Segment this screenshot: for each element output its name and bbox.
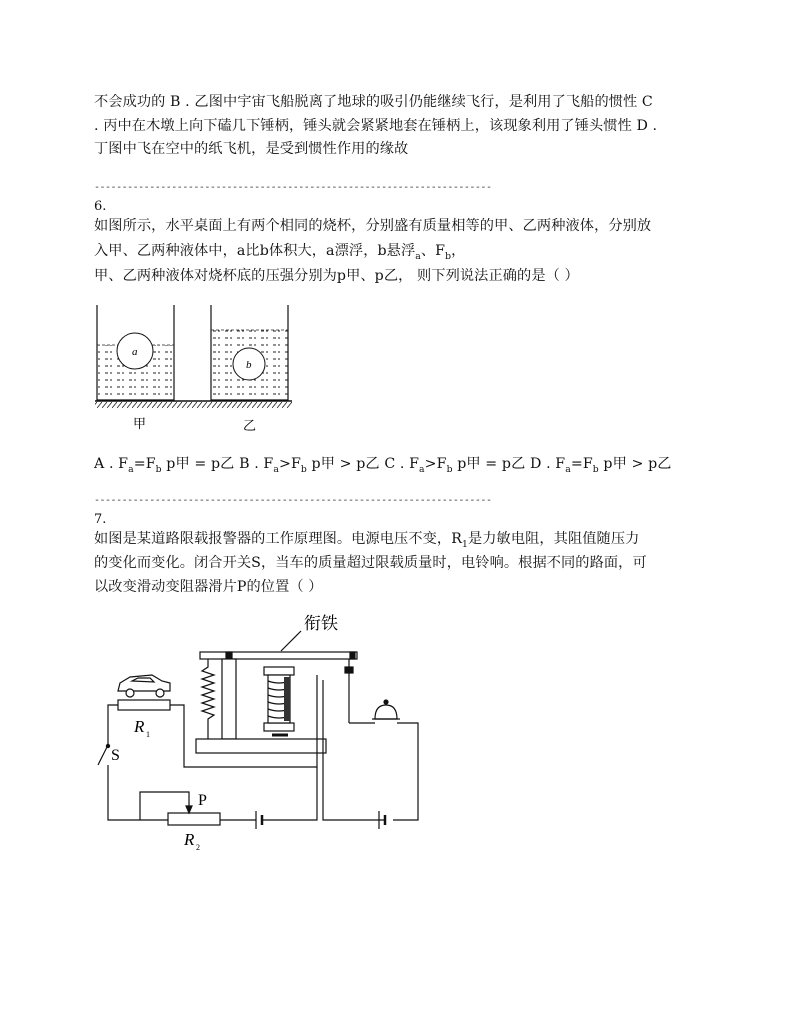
separator-line: ------------------------------------------------------------------------ xyxy=(94,495,492,506)
armature-pointer xyxy=(281,631,301,651)
bell xyxy=(375,705,397,719)
table-hatch xyxy=(95,402,292,408)
r2-rheostat xyxy=(168,813,220,825)
beaker-left-caption: 甲 xyxy=(133,416,147,431)
switch-label: S xyxy=(111,747,120,764)
option-d-prefix: D . F xyxy=(529,456,566,472)
q6-text-line-3: 甲、乙两种液体对烧杯底的压强分别为p甲、p乙， 则下列说法正确的是（ ） xyxy=(94,268,579,284)
switch-s xyxy=(98,745,108,765)
option-b-prefix: B . F xyxy=(239,456,274,472)
q6-options xyxy=(94,453,672,481)
q6-number: 6. xyxy=(94,199,107,214)
slider-label: P xyxy=(198,792,207,809)
r1-resistor xyxy=(118,700,170,710)
q7-line1-a: 如图是某道路限载报警器的工作原理图。电源电压不变，R xyxy=(94,531,462,547)
q6-line2-sub-a: a xyxy=(415,250,421,262)
option-a-tail: p甲 = p乙 xyxy=(161,456,240,472)
q7-text-line-2: 的变化而变化。闭合开关S，当车的质量超过限载质量时，电铃响。根据不同的路面，可 xyxy=(94,555,647,571)
slider-wire xyxy=(140,792,189,810)
q7-line1-b: 是力敏电阻，其阻值随压力 xyxy=(467,531,640,547)
q7-line1-sub: 1 xyxy=(461,538,468,550)
q6-line2-mid: 、F xyxy=(420,243,446,259)
option-a-prefix: A . F xyxy=(94,456,129,472)
option-b-sub2: b xyxy=(300,463,307,475)
option-c-sub2: b xyxy=(446,463,453,475)
option-d-sub1: a xyxy=(565,463,571,475)
option-a-sub2: b xyxy=(155,463,162,475)
armature-bar xyxy=(200,652,357,659)
separator-line: ------------------------------------------------------------------------ xyxy=(94,182,492,193)
electromagnet-base xyxy=(196,739,326,753)
option-c-tail: p甲 = p乙 xyxy=(452,456,530,472)
pivot-post xyxy=(222,659,236,739)
option-b-tail: p甲 > p乙 xyxy=(306,456,385,472)
option-c-prefix: C . F xyxy=(384,456,420,472)
q6-line2-end: ， xyxy=(451,243,466,259)
r1-label: R xyxy=(134,717,145,736)
ball-a-label: a xyxy=(132,346,138,358)
q5-text-line-1: 不会成功的 B . 乙图中宇宙飞船脱离了地球的吸引仍能继续飞行，是利用了飞船的惯性 C xyxy=(94,94,653,110)
q6-text-line-1: 如图所示，水平桌面上有两个相同的烧杯，分别盛有质量相等的甲、乙两种液体，分别放 xyxy=(94,218,652,234)
option-d-mid: =F xyxy=(570,456,593,472)
option-d-tail: p甲 > p乙 xyxy=(598,456,672,472)
option-b-mid: >F xyxy=(278,456,301,472)
beakers-figure xyxy=(92,300,302,440)
relay-wire xyxy=(323,680,385,820)
q7-number: 7. xyxy=(94,512,107,527)
option-c-mid: >F xyxy=(424,456,447,472)
option-a-sub1: a xyxy=(128,463,134,475)
r2-label-sub: 2 xyxy=(196,843,200,852)
ball-b-label: b xyxy=(246,359,252,371)
slider-arrow-icon xyxy=(186,806,192,813)
bell-circuit xyxy=(393,723,418,820)
option-a-mid: =F xyxy=(133,456,156,472)
q6-line2-sub-b: b xyxy=(445,250,452,262)
r2-label: R xyxy=(184,830,195,849)
alarm-circuit-figure xyxy=(88,605,448,855)
option-b-sub1: a xyxy=(273,463,279,475)
armature-label: 衔铁 xyxy=(304,614,338,633)
q6-line2-text: 入甲、乙两种液体中，a比b体积大，a漂浮，b悬浮 xyxy=(94,243,416,259)
q5-text-line-2: . 丙中在木墩上向下磕几下锤柄，锤头就会紧紧地套在锤柄上，该现象利用了锤头惯性 D . xyxy=(94,118,658,134)
q7-text-line-3: 以改变滑动变阻器滑片P的位置（ ） xyxy=(94,579,323,595)
option-d-sub2: b xyxy=(592,463,599,475)
q5-text-line-3: 丁图中飞在空中的纸飞机，是受到惯性作用的缘故 xyxy=(94,141,409,157)
option-c-sub1: a xyxy=(419,463,425,475)
q6-text-line-2 xyxy=(94,240,465,268)
r1-label-sub: 1 xyxy=(146,730,150,739)
spring xyxy=(202,659,214,739)
beaker-right-caption: 乙 xyxy=(243,418,257,433)
